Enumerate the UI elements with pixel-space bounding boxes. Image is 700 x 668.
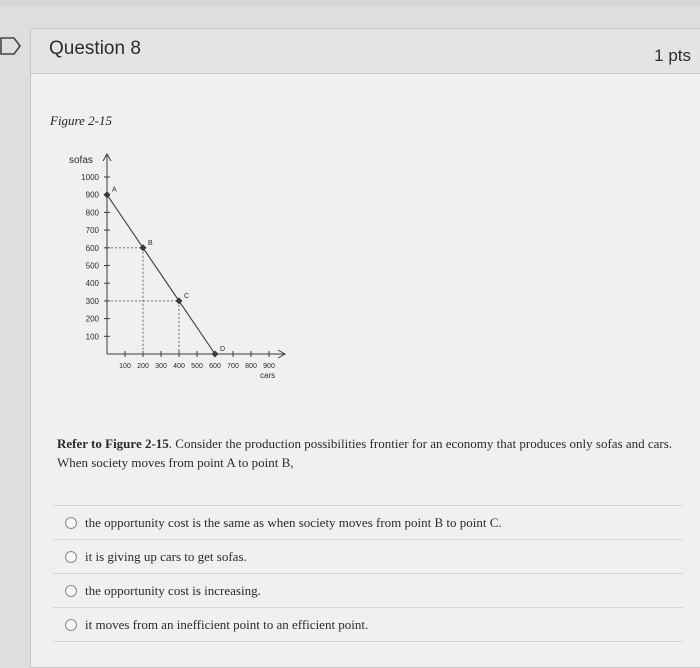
answer-list	[53, 505, 683, 642]
answer-option-3[interactable]	[53, 573, 683, 607]
question-header	[31, 29, 700, 74]
x-tick-label: 900	[263, 363, 275, 370]
answer-label: the opportunity cost is increasing.	[85, 582, 261, 598]
figure-caption: Figure 2-15	[50, 113, 112, 128]
x-tick-label: 100	[119, 363, 131, 370]
prompt-text: . Consider the production possibilities frontier for an economy that produces only sofas and cars. When society moves from point A to point B,	[57, 436, 673, 470]
ppf-chart	[45, 149, 305, 389]
y-tick-label: 400	[85, 279, 99, 289]
question-prompt	[57, 434, 697, 472]
bookmark-icon[interactable]	[0, 36, 22, 56]
answer-label: the opportunity cost is the same as when society moves from point B to point C.	[85, 514, 502, 530]
y-tick-label: 300	[85, 296, 99, 306]
y-tick-label: 600	[85, 243, 99, 253]
question-card	[30, 28, 700, 668]
y-tick-label: 100	[85, 332, 99, 342]
answer-option-4[interactable]	[53, 607, 683, 642]
y-tick-label: 800	[85, 208, 99, 218]
y-axis-label: sofas	[69, 155, 93, 166]
point-d-label: D	[220, 346, 226, 353]
radio-button[interactable]	[65, 619, 77, 631]
question-points: 1 pts	[654, 46, 691, 65]
prompt-figure-ref: Refer to Figure 2-15	[57, 436, 169, 451]
question-title: Question 8	[49, 38, 141, 59]
radio-button[interactable]	[65, 585, 77, 597]
y-tick-label: 700	[85, 226, 99, 236]
x-tick-label: 700	[227, 363, 239, 370]
x-tick-label: 500	[191, 363, 203, 370]
answer-option-1[interactable]	[53, 505, 683, 539]
y-tick-label: 500	[85, 261, 99, 271]
answer-label: it moves from an inefficient point to an efficient point.	[85, 616, 369, 632]
point-a-label: A	[112, 186, 117, 194]
x-tick-label: 400	[173, 363, 185, 370]
y-tick-label: 1000	[81, 173, 99, 182]
x-tick-label: 200	[137, 363, 149, 370]
top-bar	[0, 0, 700, 6]
radio-button[interactable]	[65, 517, 77, 529]
x-tick-label: 600	[209, 363, 221, 370]
answer-option-2[interactable]	[53, 539, 683, 573]
answer-label: it is giving up cars to get sofas.	[85, 548, 247, 564]
point-b-label: B	[148, 239, 153, 247]
x-tick-label: 300	[155, 363, 167, 370]
point-c-label: C	[184, 292, 190, 300]
point-b-marker	[140, 244, 147, 251]
ppf-line	[107, 195, 215, 354]
point-d-marker	[212, 351, 219, 358]
point-a-marker	[104, 191, 111, 198]
radio-button[interactable]	[65, 551, 77, 563]
y-tick-label: 200	[85, 314, 99, 324]
x-tick-label: 800	[245, 363, 257, 370]
x-axis-label: cars	[260, 371, 276, 380]
point-c-marker	[176, 297, 183, 304]
y-tick-label: 900	[85, 190, 99, 200]
